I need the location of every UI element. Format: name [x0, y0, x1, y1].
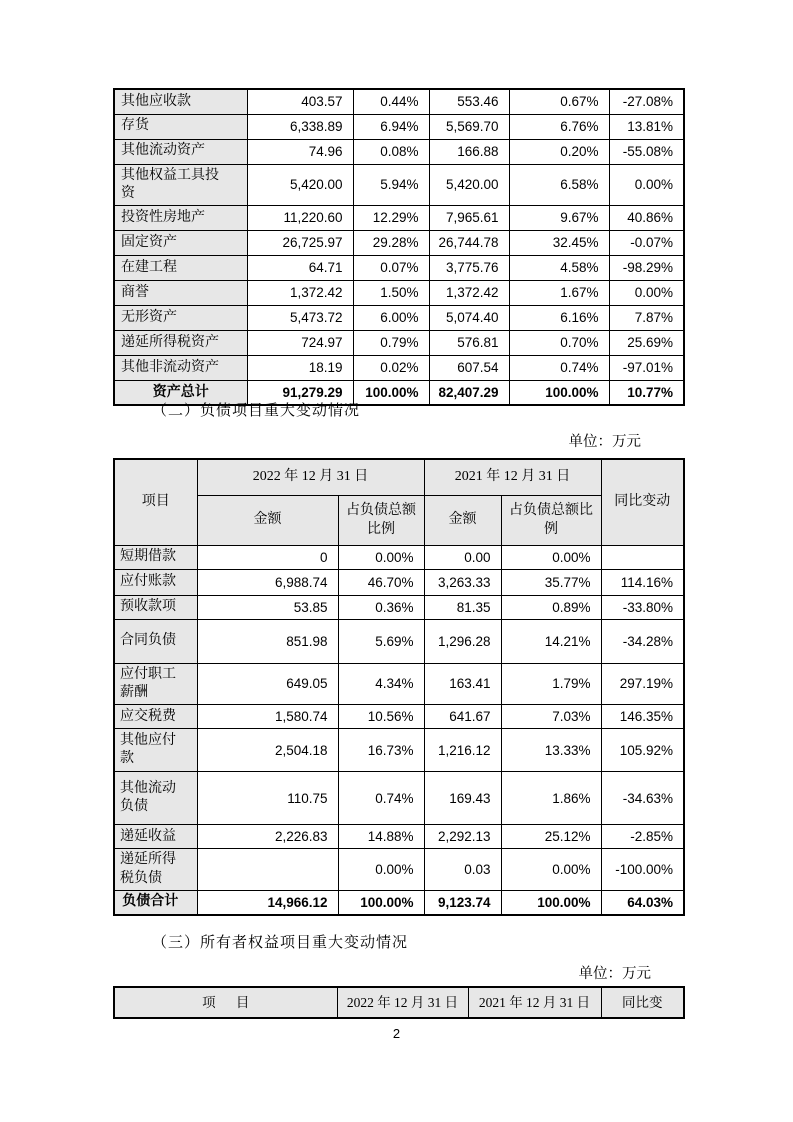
row-label: 递延收益: [114, 825, 197, 849]
cell-value: -27.08%: [609, 89, 684, 114]
row-label: 商誉: [114, 280, 247, 305]
cell-value: 53.85: [197, 596, 338, 620]
row-label: 预收款项: [114, 596, 197, 620]
cell-value: 1.67%: [509, 280, 609, 305]
cell-value: 64.71: [247, 255, 353, 280]
table-row: [114, 305, 684, 330]
table-row: [114, 114, 684, 139]
cell-value: -34.28%: [601, 620, 684, 664]
cell-value: 649.05: [197, 664, 338, 705]
column-header-item: 项目: [114, 459, 197, 546]
cell-value: 724.97: [247, 330, 353, 355]
row-label: 应交税费: [114, 705, 197, 729]
row-label: 存货: [114, 114, 247, 139]
cell-value: 5,074.40: [429, 305, 509, 330]
cell-value: 1,580.74: [197, 705, 338, 729]
cell-value: 82,407.29: [429, 380, 509, 405]
cell-value: 25.69%: [609, 330, 684, 355]
table-row: [114, 355, 684, 380]
cell-value: -33.80%: [601, 596, 684, 620]
cell-value: 81.35: [424, 596, 501, 620]
table-row: [114, 620, 684, 664]
cell-value: 0.74%: [509, 355, 609, 380]
cell-value: 91,279.29: [247, 380, 353, 405]
table-row: [114, 890, 684, 915]
column-header-yoy: 同比变: [601, 987, 684, 1018]
row-label: 递延所得税负债: [114, 849, 197, 890]
cell-value: 851.98: [197, 620, 338, 664]
cell-value: 100.00%: [353, 380, 429, 405]
cell-value: 10.56%: [338, 705, 424, 729]
cell-value: -97.01%: [609, 355, 684, 380]
cell-value: 100.00%: [338, 890, 424, 915]
cell-value: 12.29%: [353, 205, 429, 230]
column-header-item: 项 目: [114, 987, 337, 1018]
cell-value: 18.19: [247, 355, 353, 380]
column-header-date-2022: 2022 年 12 月 31 日: [197, 459, 424, 496]
table-row: [114, 825, 684, 849]
cell-value: -100.00%: [601, 849, 684, 890]
cell-value: 5.94%: [353, 164, 429, 205]
cell-value: 14.88%: [338, 825, 424, 849]
cell-value: 576.81: [429, 330, 509, 355]
column-header-yoy: 同比变动: [601, 459, 684, 546]
cell-value: 35.77%: [501, 570, 601, 596]
row-label: 资产总计: [114, 380, 247, 405]
cell-value: 2,292.13: [424, 825, 501, 849]
column-header-ratio-2021: 占负债总额比例: [501, 496, 601, 546]
cell-value: 110.75: [197, 772, 338, 825]
cell-value: 146.35%: [601, 705, 684, 729]
cell-value: 6.58%: [509, 164, 609, 205]
column-header-amount-2021: 金额: [424, 496, 501, 546]
cell-value: 3,775.76: [429, 255, 509, 280]
table-row: [114, 164, 684, 205]
cell-value: 0.00%: [609, 280, 684, 305]
column-header-ratio-2022: 占负债总额比例: [338, 496, 424, 546]
cell-value: 10.77%: [609, 380, 684, 405]
row-label: 应付账款: [114, 570, 197, 596]
page-number: 2: [392, 1026, 401, 1041]
cell-value: 0.02%: [353, 355, 429, 380]
cell-value: 100.00%: [509, 380, 609, 405]
cell-value: 1,216.12: [424, 729, 501, 772]
cell-value: -2.85%: [601, 825, 684, 849]
cell-value: [601, 546, 684, 570]
cell-value: -98.29%: [609, 255, 684, 280]
cell-value: 26,725.97: [247, 230, 353, 255]
section-title-equity: （三）所有者权益项目重大变动情况: [152, 935, 409, 951]
cell-value: 0.00: [424, 546, 501, 570]
table-row: [114, 664, 684, 705]
cell-value: 0.20%: [509, 139, 609, 164]
row-label: 在建工程: [114, 255, 247, 280]
row-label: 固定资产: [114, 230, 247, 255]
row-label: 其他应付款: [114, 729, 197, 772]
cell-value: 607.54: [429, 355, 509, 380]
table-row: [114, 280, 684, 305]
cell-value: 5,473.72: [247, 305, 353, 330]
cell-value: 2,226.83: [197, 825, 338, 849]
cell-value: 13.81%: [609, 114, 684, 139]
cell-value: 169.43: [424, 772, 501, 825]
cell-value: 6.76%: [509, 114, 609, 139]
row-label: 其他流动资产: [114, 139, 247, 164]
table-row: [114, 570, 684, 596]
cell-value: 7.03%: [501, 705, 601, 729]
cell-value: 0.00%: [338, 849, 424, 890]
cell-value: 100.00%: [501, 890, 601, 915]
cell-value: 0.36%: [338, 596, 424, 620]
cell-value: 9,123.74: [424, 890, 501, 915]
row-label: 负债合计: [114, 890, 197, 915]
cell-value: 9.67%: [509, 205, 609, 230]
table-row: [114, 729, 684, 772]
cell-value: 26,744.78: [429, 230, 509, 255]
cell-value: -0.07%: [609, 230, 684, 255]
cell-value: 1.50%: [353, 280, 429, 305]
row-label: 其他应收款: [114, 89, 247, 114]
cell-value: 5,420.00: [429, 164, 509, 205]
cell-value: 0.74%: [338, 772, 424, 825]
cell-value: 0.67%: [509, 89, 609, 114]
table-row: [114, 849, 684, 890]
cell-value: 14,966.12: [197, 890, 338, 915]
row-label: 其他流动负债: [114, 772, 197, 825]
row-label: 其他非流动资产: [114, 355, 247, 380]
column-header-date-2021: 2021 年 12 月 31 日: [468, 987, 601, 1018]
table-row: [114, 205, 684, 230]
cell-value: 6.00%: [353, 305, 429, 330]
cell-value: 0.07%: [353, 255, 429, 280]
cell-value: 1,296.28: [424, 620, 501, 664]
column-header-date-2022: 2022 年 12 月 31 日: [337, 987, 468, 1018]
column-header-amount-2022: 金额: [197, 496, 338, 546]
cell-value: 2,504.18: [197, 729, 338, 772]
cell-value: 0.03: [424, 849, 501, 890]
cell-value: 0.89%: [501, 596, 601, 620]
row-label: 无形资产: [114, 305, 247, 330]
cell-value: 29.28%: [353, 230, 429, 255]
table-row: [114, 772, 684, 825]
section-title-liabilities: （二）负债项目重大变动情况: [152, 403, 361, 419]
row-label: 短期借款: [114, 546, 197, 570]
cell-value: 1.86%: [501, 772, 601, 825]
row-label: 应付职工薪酬: [114, 664, 197, 705]
cell-value: 0.44%: [353, 89, 429, 114]
cell-value: 14.21%: [501, 620, 601, 664]
cell-value: 6.16%: [509, 305, 609, 330]
liabilities-table: [113, 458, 685, 916]
cell-value: 7,965.61: [429, 205, 509, 230]
cell-value: 0.79%: [353, 330, 429, 355]
column-header-date-2021: 2021 年 12 月 31 日: [424, 459, 601, 496]
cell-value: 114.16%: [601, 570, 684, 596]
cell-value: 641.67: [424, 705, 501, 729]
cell-value: 32.45%: [509, 230, 609, 255]
cell-value: 0.00%: [501, 546, 601, 570]
table-row: [114, 89, 684, 114]
cell-value: 4.34%: [338, 664, 424, 705]
cell-value: -34.63%: [601, 772, 684, 825]
cell-value: 40.86%: [609, 205, 684, 230]
cell-value: 6,988.74: [197, 570, 338, 596]
cell-value: 553.46: [429, 89, 509, 114]
cell-value: 0.70%: [509, 330, 609, 355]
cell-value: 1,372.42: [429, 280, 509, 305]
equity-table: [113, 986, 685, 1019]
cell-value: 4.58%: [509, 255, 609, 280]
assets-table: [113, 88, 685, 406]
cell-value: 13.33%: [501, 729, 601, 772]
cell-value: 6.94%: [353, 114, 429, 139]
table-row: [114, 705, 684, 729]
cell-value: 5.69%: [338, 620, 424, 664]
cell-value: 64.03%: [601, 890, 684, 915]
cell-value: 5,420.00: [247, 164, 353, 205]
table-row: [114, 139, 684, 164]
cell-value: 0: [197, 546, 338, 570]
unit-label: 单位：万元: [578, 966, 651, 982]
cell-value: 163.41: [424, 664, 501, 705]
cell-value: 74.96: [247, 139, 353, 164]
cell-value: 6,338.89: [247, 114, 353, 139]
cell-value: -55.08%: [609, 139, 684, 164]
row-label: 合同负债: [114, 620, 197, 664]
unit-label: 单位：万元: [568, 434, 641, 450]
row-label: 递延所得税资产: [114, 330, 247, 355]
cell-value: 0.08%: [353, 139, 429, 164]
table-row: [114, 255, 684, 280]
cell-value: 5,569.70: [429, 114, 509, 139]
cell-value: 0.00%: [501, 849, 601, 890]
cell-value: 7.87%: [609, 305, 684, 330]
table-row: [114, 230, 684, 255]
table-row: [114, 546, 684, 570]
cell-value: 11,220.60: [247, 205, 353, 230]
cell-value: 0.00%: [338, 546, 424, 570]
cell-value: 25.12%: [501, 825, 601, 849]
cell-value: 1,372.42: [247, 280, 353, 305]
cell-value: 0.00%: [609, 164, 684, 205]
cell-value: 105.92%: [601, 729, 684, 772]
cell-value: 403.57: [247, 89, 353, 114]
cell-value: 1.79%: [501, 664, 601, 705]
cell-value: [197, 849, 338, 890]
row-label: 投资性房地产: [114, 205, 247, 230]
cell-value: 16.73%: [338, 729, 424, 772]
table-row: [114, 330, 684, 355]
cell-value: 166.88: [429, 139, 509, 164]
table-row: [114, 596, 684, 620]
row-label: 其他权益工具投资: [114, 164, 247, 205]
cell-value: 297.19%: [601, 664, 684, 705]
cell-value: 46.70%: [338, 570, 424, 596]
cell-value: 3,263.33: [424, 570, 501, 596]
